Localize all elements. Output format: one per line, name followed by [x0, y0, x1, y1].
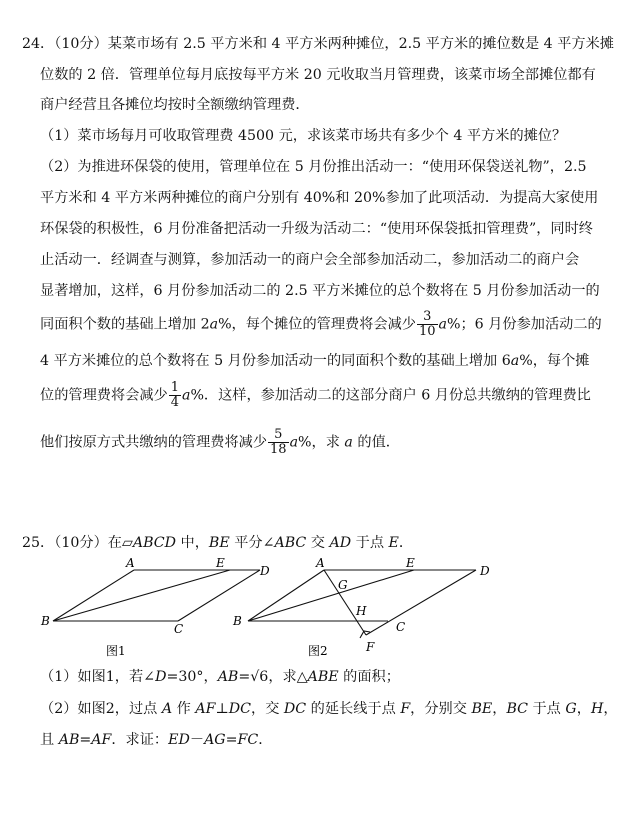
fraction: [169, 381, 181, 410]
text: －: [189, 732, 205, 748]
text: E: [388, 535, 399, 551]
q24-line-13: [40, 428, 400, 457]
label-c: C: [174, 622, 184, 636]
segment-be: [248, 570, 414, 621]
text: 4 平方米摊位的总个数将在 5 月份参加活动一的同面积个数的基础上增加 6: [40, 353, 511, 369]
q25-part-2: [40, 700, 618, 718]
side-ab: [53, 570, 134, 621]
label-a: A: [126, 556, 135, 570]
segment-be: [53, 570, 230, 621]
label-b: B: [233, 614, 242, 628]
numerator: 5: [268, 428, 289, 443]
text: AB: [58, 732, 80, 748]
label-c: C: [396, 620, 406, 634]
text: ．求证：: [111, 732, 169, 748]
var-a: a: [181, 387, 191, 404]
text: =30°，: [166, 669, 218, 685]
q24-line-7: 环保袋的积极性，6 月份准备把活动一升级为活动二：“使用环保袋抵扣管理费”，同时终: [40, 221, 593, 237]
text: ABC: [274, 535, 307, 551]
text: AF: [91, 732, 112, 748]
label-d: D: [480, 564, 490, 578]
text: 作: [172, 701, 196, 717]
text: %，每个摊: [519, 353, 590, 369]
text: G: [565, 701, 577, 717]
q24-line-1: 24．（10分）某菜市场有 2.5 平方米和 4 平方米两种摊位，2.5 平方米的摊位数是 4 平方米摊: [22, 36, 614, 52]
text: （1）如图1，若∠: [40, 669, 156, 685]
label-f: F: [366, 640, 375, 654]
text: %，求: [298, 434, 345, 451]
text: ，交: [251, 701, 284, 717]
text: 同面积个数的基础上增加 2: [40, 316, 210, 333]
text: AB: [217, 669, 239, 685]
text: （2）如图2，过点: [40, 701, 162, 717]
text: FC: [237, 732, 259, 748]
label-b: B: [41, 614, 50, 628]
q24-line-4: （1）菜市场每月可收取管理费 4500 元，求该菜市场共有多少个 4 平方米的摊位？: [40, 128, 567, 144]
text: ，: [576, 701, 591, 717]
label-d: D: [260, 564, 270, 578]
denominator: 4: [170, 395, 179, 410]
text: 位的管理费将会减少: [40, 387, 168, 404]
fraction: [268, 428, 289, 457]
q24-line-12: [40, 381, 591, 410]
text: 平分∠: [229, 535, 275, 551]
text: ．: [398, 535, 414, 551]
q24-line-5: （2）为推进环保袋的使用，管理单位在 5 月份推出活动一：“使用环保袋送礼物”，2.5: [40, 159, 587, 175]
text: 的面积；: [338, 669, 400, 685]
text: 且: [40, 732, 59, 748]
q24-line-6: 平方米和 4 平方米两种摊位的商户分别有 40%和 20%参加了此项活动．为提高大家使用: [40, 190, 599, 206]
q24-line-2: 位数的 2 倍．管理单位每月底按每平方米 20 元收取当月管理费，该菜市场全部摊位都有: [40, 67, 596, 83]
text: DC: [228, 701, 252, 717]
text: %．这样，参加活动二的这部分商户 6 月份总共缴纳的管理费比: [190, 387, 591, 404]
right-angle-mark: [360, 631, 370, 638]
text: A: [161, 701, 173, 717]
caption-1: 图1: [106, 644, 126, 658]
label-e: E: [406, 556, 415, 570]
text: %，每个摊位的管理费将会减少: [218, 316, 416, 333]
label-a: A: [316, 556, 325, 570]
text: AG: [204, 732, 226, 748]
text: BC: [506, 701, 528, 717]
var-a: a: [510, 353, 520, 369]
text: 于点: [527, 701, 566, 717]
q24-line-10: [40, 310, 602, 339]
text: 于点: [351, 535, 389, 551]
q25-line-1: [22, 534, 413, 552]
text: ．: [258, 732, 273, 748]
q24-line-11: [40, 352, 589, 370]
text: 他们按原方式共缴纳的管理费将减少: [40, 434, 268, 451]
text: ED: [168, 732, 190, 748]
text: 的值．: [352, 434, 400, 451]
text: ABE: [307, 669, 339, 685]
text: AD: [329, 535, 352, 551]
text: H: [590, 701, 604, 717]
q24-line-8: 止活动一．经调查与测算，参加活动一的商户会全部参加活动二，参加活动二的商户会: [40, 252, 580, 268]
numerator: 1: [170, 380, 179, 395]
text: AF: [195, 701, 216, 717]
text: %；6 月份参加活动二的: [447, 316, 602, 333]
text: 中，: [176, 535, 209, 551]
var-a: a: [344, 434, 353, 451]
text: ，: [492, 701, 507, 717]
caption-2: 图2: [308, 644, 328, 658]
side-ab: [248, 570, 324, 621]
text: =: [225, 732, 238, 748]
text: BE: [208, 535, 230, 551]
denominator: 10: [419, 324, 436, 339]
denominator: 18: [270, 442, 287, 457]
label-e: E: [216, 556, 225, 570]
text: BE: [471, 701, 493, 717]
text: ，: [603, 701, 618, 717]
var-a: a: [209, 316, 219, 333]
q25-part-1: [40, 668, 400, 686]
text: 交: [306, 535, 330, 551]
var-a: a: [438, 316, 448, 333]
label-g: G: [338, 578, 348, 592]
text: ，分别交: [410, 701, 472, 717]
text: F: [400, 701, 411, 717]
text: 的延长线于点: [306, 701, 401, 717]
numerator: 3: [417, 310, 438, 325]
fraction: [417, 310, 438, 339]
text: ABCD: [132, 535, 177, 551]
label-h: H: [356, 604, 367, 618]
q24-line-3: 商户经营且各摊位均按时全额缴纳管理费．: [40, 97, 310, 113]
text: DC: [283, 701, 307, 717]
figure-2: [228, 555, 498, 660]
var-a: a: [289, 434, 299, 451]
text: D: [155, 669, 167, 685]
q24-line-9: 显著增加，这样，6 月份参加活动二的 2.5 平方米摊位的总个数将在 5 月份参加活动一的: [40, 283, 600, 299]
text: 25．（10分）在▱: [22, 535, 133, 551]
text: =√6，求△: [238, 669, 308, 685]
text: ⊥: [215, 701, 229, 717]
text: =: [79, 732, 92, 748]
q25-part-3: [40, 731, 272, 749]
